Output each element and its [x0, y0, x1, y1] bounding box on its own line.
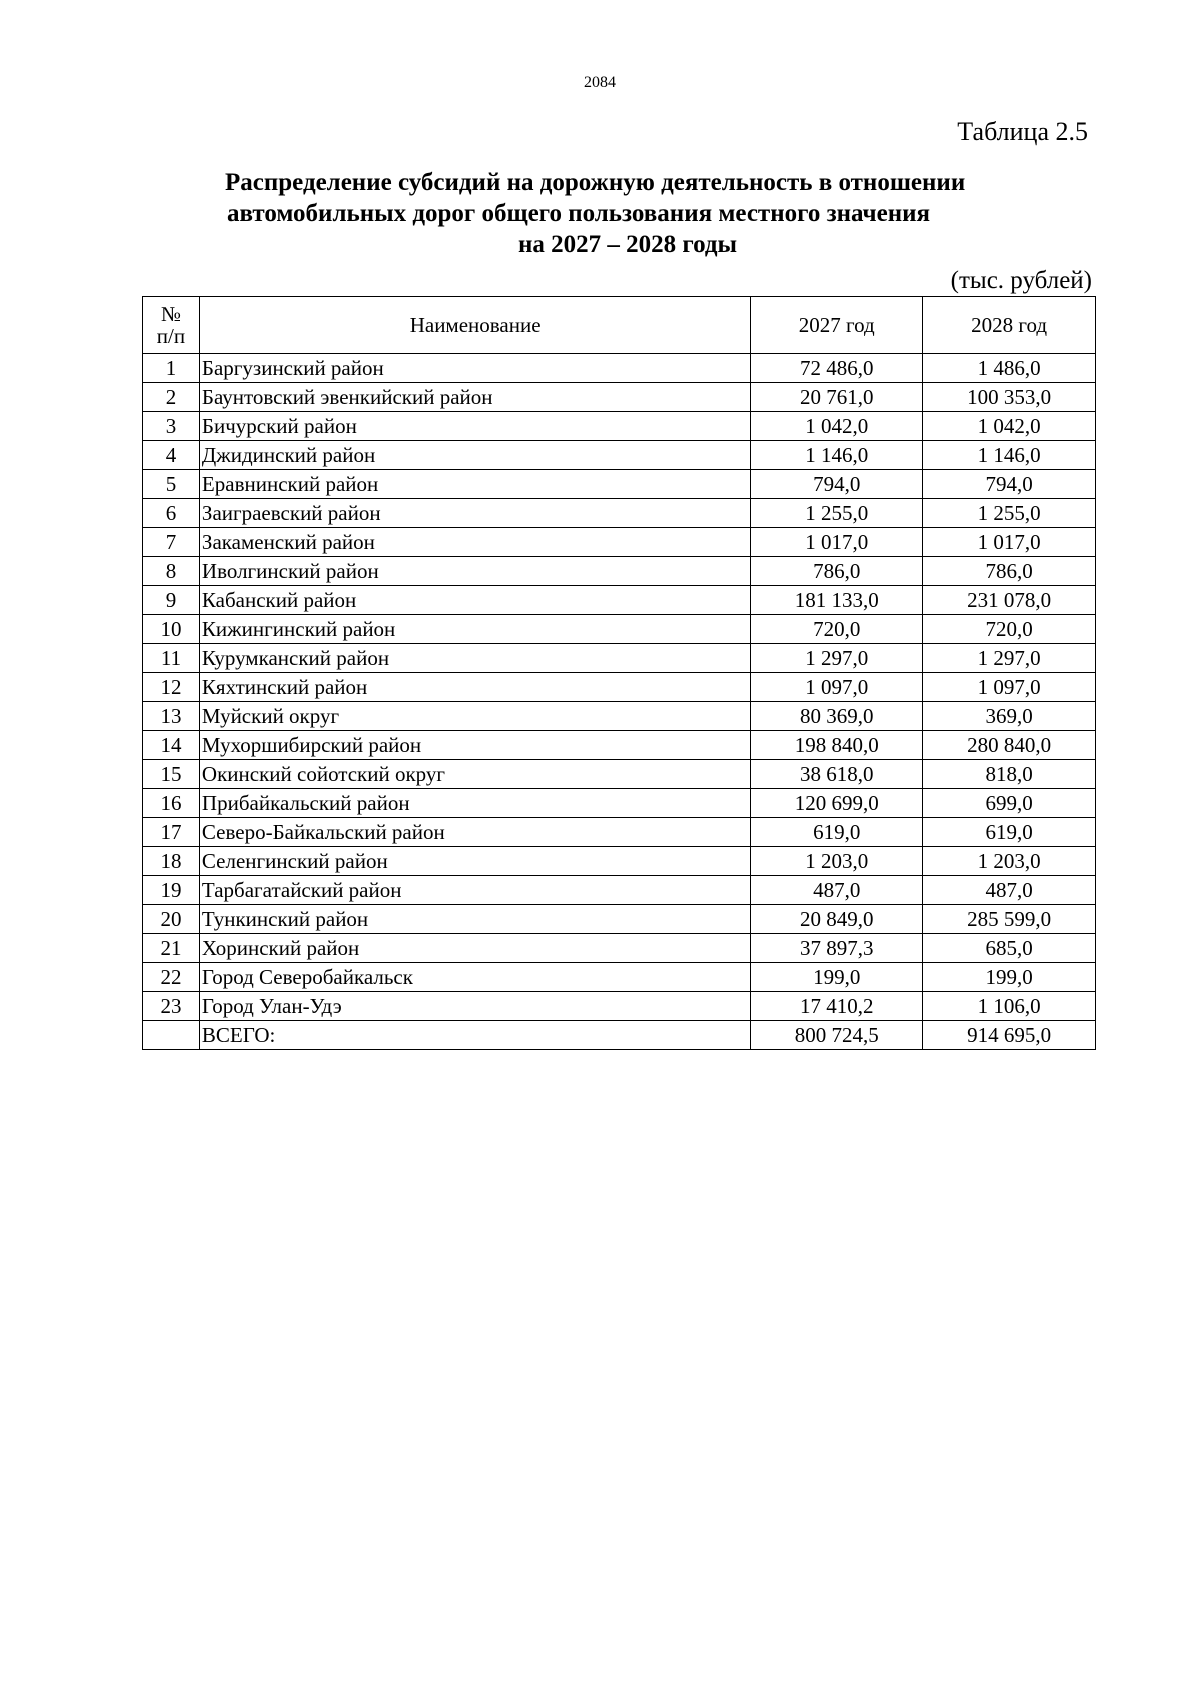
row-number: 19 — [143, 876, 200, 905]
table-row — [143, 876, 1096, 905]
header-2028: 2028 год — [923, 297, 1096, 354]
title-line-1: Распределение субсидий на дорожную деятельность в отношении — [225, 169, 966, 196]
row-value-2028: 100 353,0 — [923, 383, 1096, 412]
row-value-2027: 120 699,0 — [751, 789, 923, 818]
row-number: 9 — [143, 586, 200, 615]
row-value-2027: 80 369,0 — [751, 702, 923, 731]
row-value-2028: 1 297,0 — [923, 644, 1096, 673]
row-name: Курумканский район — [199, 644, 750, 673]
row-number: 20 — [143, 905, 200, 934]
row-value-2028: 487,0 — [923, 876, 1096, 905]
row-number: 17 — [143, 818, 200, 847]
table-row — [143, 847, 1096, 876]
header-number-line-2: п/п — [156, 324, 186, 348]
row-value-2028: 818,0 — [923, 760, 1096, 789]
table-row — [143, 731, 1096, 760]
row-name: Закаменский район — [199, 528, 750, 557]
row-number: 6 — [143, 499, 200, 528]
row-number: 3 — [143, 412, 200, 441]
table-label: Таблица 2.5 — [957, 117, 1088, 146]
row-number: 4 — [143, 441, 200, 470]
table-row — [143, 412, 1096, 441]
row-name: Заиграевский район — [199, 499, 750, 528]
row-number: 22 — [143, 963, 200, 992]
header-name: Наименование — [199, 297, 750, 354]
row-name: Муйский округ — [199, 702, 750, 731]
row-name: Северо-Байкальский район — [199, 818, 750, 847]
row-name: Иволгинский район — [199, 557, 750, 586]
row-value-2028: 720,0 — [923, 615, 1096, 644]
row-value-2028: 794,0 — [923, 470, 1096, 499]
row-value-2028: 285 599,0 — [923, 905, 1096, 934]
row-name: Хоринский район — [199, 934, 750, 963]
row-number: 12 — [143, 673, 200, 702]
row-value-2028: 699,0 — [923, 789, 1096, 818]
table-row — [143, 963, 1096, 992]
row-number: 23 — [143, 992, 200, 1021]
row-value-2028: 786,0 — [923, 557, 1096, 586]
document-title — [200, 167, 1100, 260]
row-value-2028: 1 106,0 — [923, 992, 1096, 1021]
row-number: 14 — [143, 731, 200, 760]
row-value-2028: 199,0 — [923, 963, 1096, 992]
page-number: 2084 — [584, 74, 616, 91]
row-value-2027: 17 410,2 — [751, 992, 923, 1021]
table-row — [143, 644, 1096, 673]
row-number: 18 — [143, 847, 200, 876]
row-number: 10 — [143, 615, 200, 644]
table-row — [143, 470, 1096, 499]
table-row — [143, 992, 1096, 1021]
row-number: 11 — [143, 644, 200, 673]
row-name: Кижингинский район — [199, 615, 750, 644]
table-row — [143, 528, 1096, 557]
row-name: Баунтовский эвенкийский район — [199, 383, 750, 412]
row-value-2027: 20 761,0 — [751, 383, 923, 412]
row-name: Еравнинский район — [199, 470, 750, 499]
table-row — [143, 905, 1096, 934]
row-name: Город Улан-Удэ — [199, 992, 750, 1021]
table-row — [143, 586, 1096, 615]
row-value-2028: 914 695,0 — [923, 1021, 1096, 1050]
table-row — [143, 383, 1096, 412]
row-value-2027: 794,0 — [751, 470, 923, 499]
title-line-3: на 2027 – 2028 годы — [518, 231, 738, 258]
subsidies-table — [142, 296, 1096, 1050]
row-name: Город Северобайкальск — [199, 963, 750, 992]
row-name: Прибайкальский район — [199, 789, 750, 818]
row-value-2027: 1 042,0 — [751, 412, 923, 441]
row-name: Кяхтинский район — [199, 673, 750, 702]
table-row — [143, 673, 1096, 702]
row-number: 5 — [143, 470, 200, 499]
row-value-2028: 1 203,0 — [923, 847, 1096, 876]
row-name: Мухоршибирский район — [199, 731, 750, 760]
row-name: Баргузинский район — [199, 354, 750, 383]
row-number: 1 — [143, 354, 200, 383]
row-number: 7 — [143, 528, 200, 557]
row-value-2028: 280 840,0 — [923, 731, 1096, 760]
table-row — [143, 354, 1096, 383]
row-value-2027: 181 133,0 — [751, 586, 923, 615]
row-number: 8 — [143, 557, 200, 586]
table-row — [143, 441, 1096, 470]
row-value-2027: 1 146,0 — [751, 441, 923, 470]
table-total-row — [143, 1021, 1096, 1050]
row-value-2028: 1 146,0 — [923, 441, 1096, 470]
row-value-2027: 37 897,3 — [751, 934, 923, 963]
row-value-2027: 38 618,0 — [751, 760, 923, 789]
header-number — [143, 297, 200, 354]
row-value-2027: 1 017,0 — [751, 528, 923, 557]
row-name: Селенгинский район — [199, 847, 750, 876]
units-label: (тыс. рублей) — [950, 267, 1092, 294]
row-value-2027: 800 724,5 — [751, 1021, 923, 1050]
row-value-2028: 1 255,0 — [923, 499, 1096, 528]
row-value-2028: 685,0 — [923, 934, 1096, 963]
row-number: 15 — [143, 760, 200, 789]
row-name: Тарбагатайский район — [199, 876, 750, 905]
row-value-2027: 1 097,0 — [751, 673, 923, 702]
row-value-2027: 487,0 — [751, 876, 923, 905]
row-value-2027: 619,0 — [751, 818, 923, 847]
row-name: Кабанский район — [199, 586, 750, 615]
row-value-2028: 1 097,0 — [923, 673, 1096, 702]
row-name: Джидинский район — [199, 441, 750, 470]
header-number-line-1: № — [160, 302, 181, 326]
table-row — [143, 760, 1096, 789]
table-row — [143, 499, 1096, 528]
header-2027: 2027 год — [751, 297, 923, 354]
table-row — [143, 789, 1096, 818]
row-value-2028: 1 017,0 — [923, 528, 1096, 557]
row-value-2027: 198 840,0 — [751, 731, 923, 760]
row-name: Бичурский район — [199, 412, 750, 441]
table-row — [143, 557, 1096, 586]
row-value-2027: 199,0 — [751, 963, 923, 992]
table-row — [143, 934, 1096, 963]
row-name: Окинский сойотский округ — [199, 760, 750, 789]
row-number: 21 — [143, 934, 200, 963]
row-value-2028: 231 078,0 — [923, 586, 1096, 615]
title-line-2: автомобильных дорог общего пользования местного значения — [227, 200, 931, 227]
row-value-2027: 1 255,0 — [751, 499, 923, 528]
row-name: Тункинский район — [199, 905, 750, 934]
table-header-row — [143, 297, 1096, 354]
row-name: ВСЕГО: — [199, 1021, 750, 1050]
row-number: 13 — [143, 702, 200, 731]
row-value-2027: 1 297,0 — [751, 644, 923, 673]
row-value-2028: 1 486,0 — [923, 354, 1096, 383]
row-value-2027: 1 203,0 — [751, 847, 923, 876]
row-value-2027: 720,0 — [751, 615, 923, 644]
row-number: 2 — [143, 383, 200, 412]
row-number: 16 — [143, 789, 200, 818]
row-value-2027: 72 486,0 — [751, 354, 923, 383]
row-value-2028: 1 042,0 — [923, 412, 1096, 441]
row-value-2027: 20 849,0 — [751, 905, 923, 934]
table-row — [143, 702, 1096, 731]
row-value-2027: 786,0 — [751, 557, 923, 586]
table-row — [143, 615, 1096, 644]
row-value-2028: 369,0 — [923, 702, 1096, 731]
row-number — [143, 1021, 200, 1050]
table-row — [143, 818, 1096, 847]
row-value-2028: 619,0 — [923, 818, 1096, 847]
